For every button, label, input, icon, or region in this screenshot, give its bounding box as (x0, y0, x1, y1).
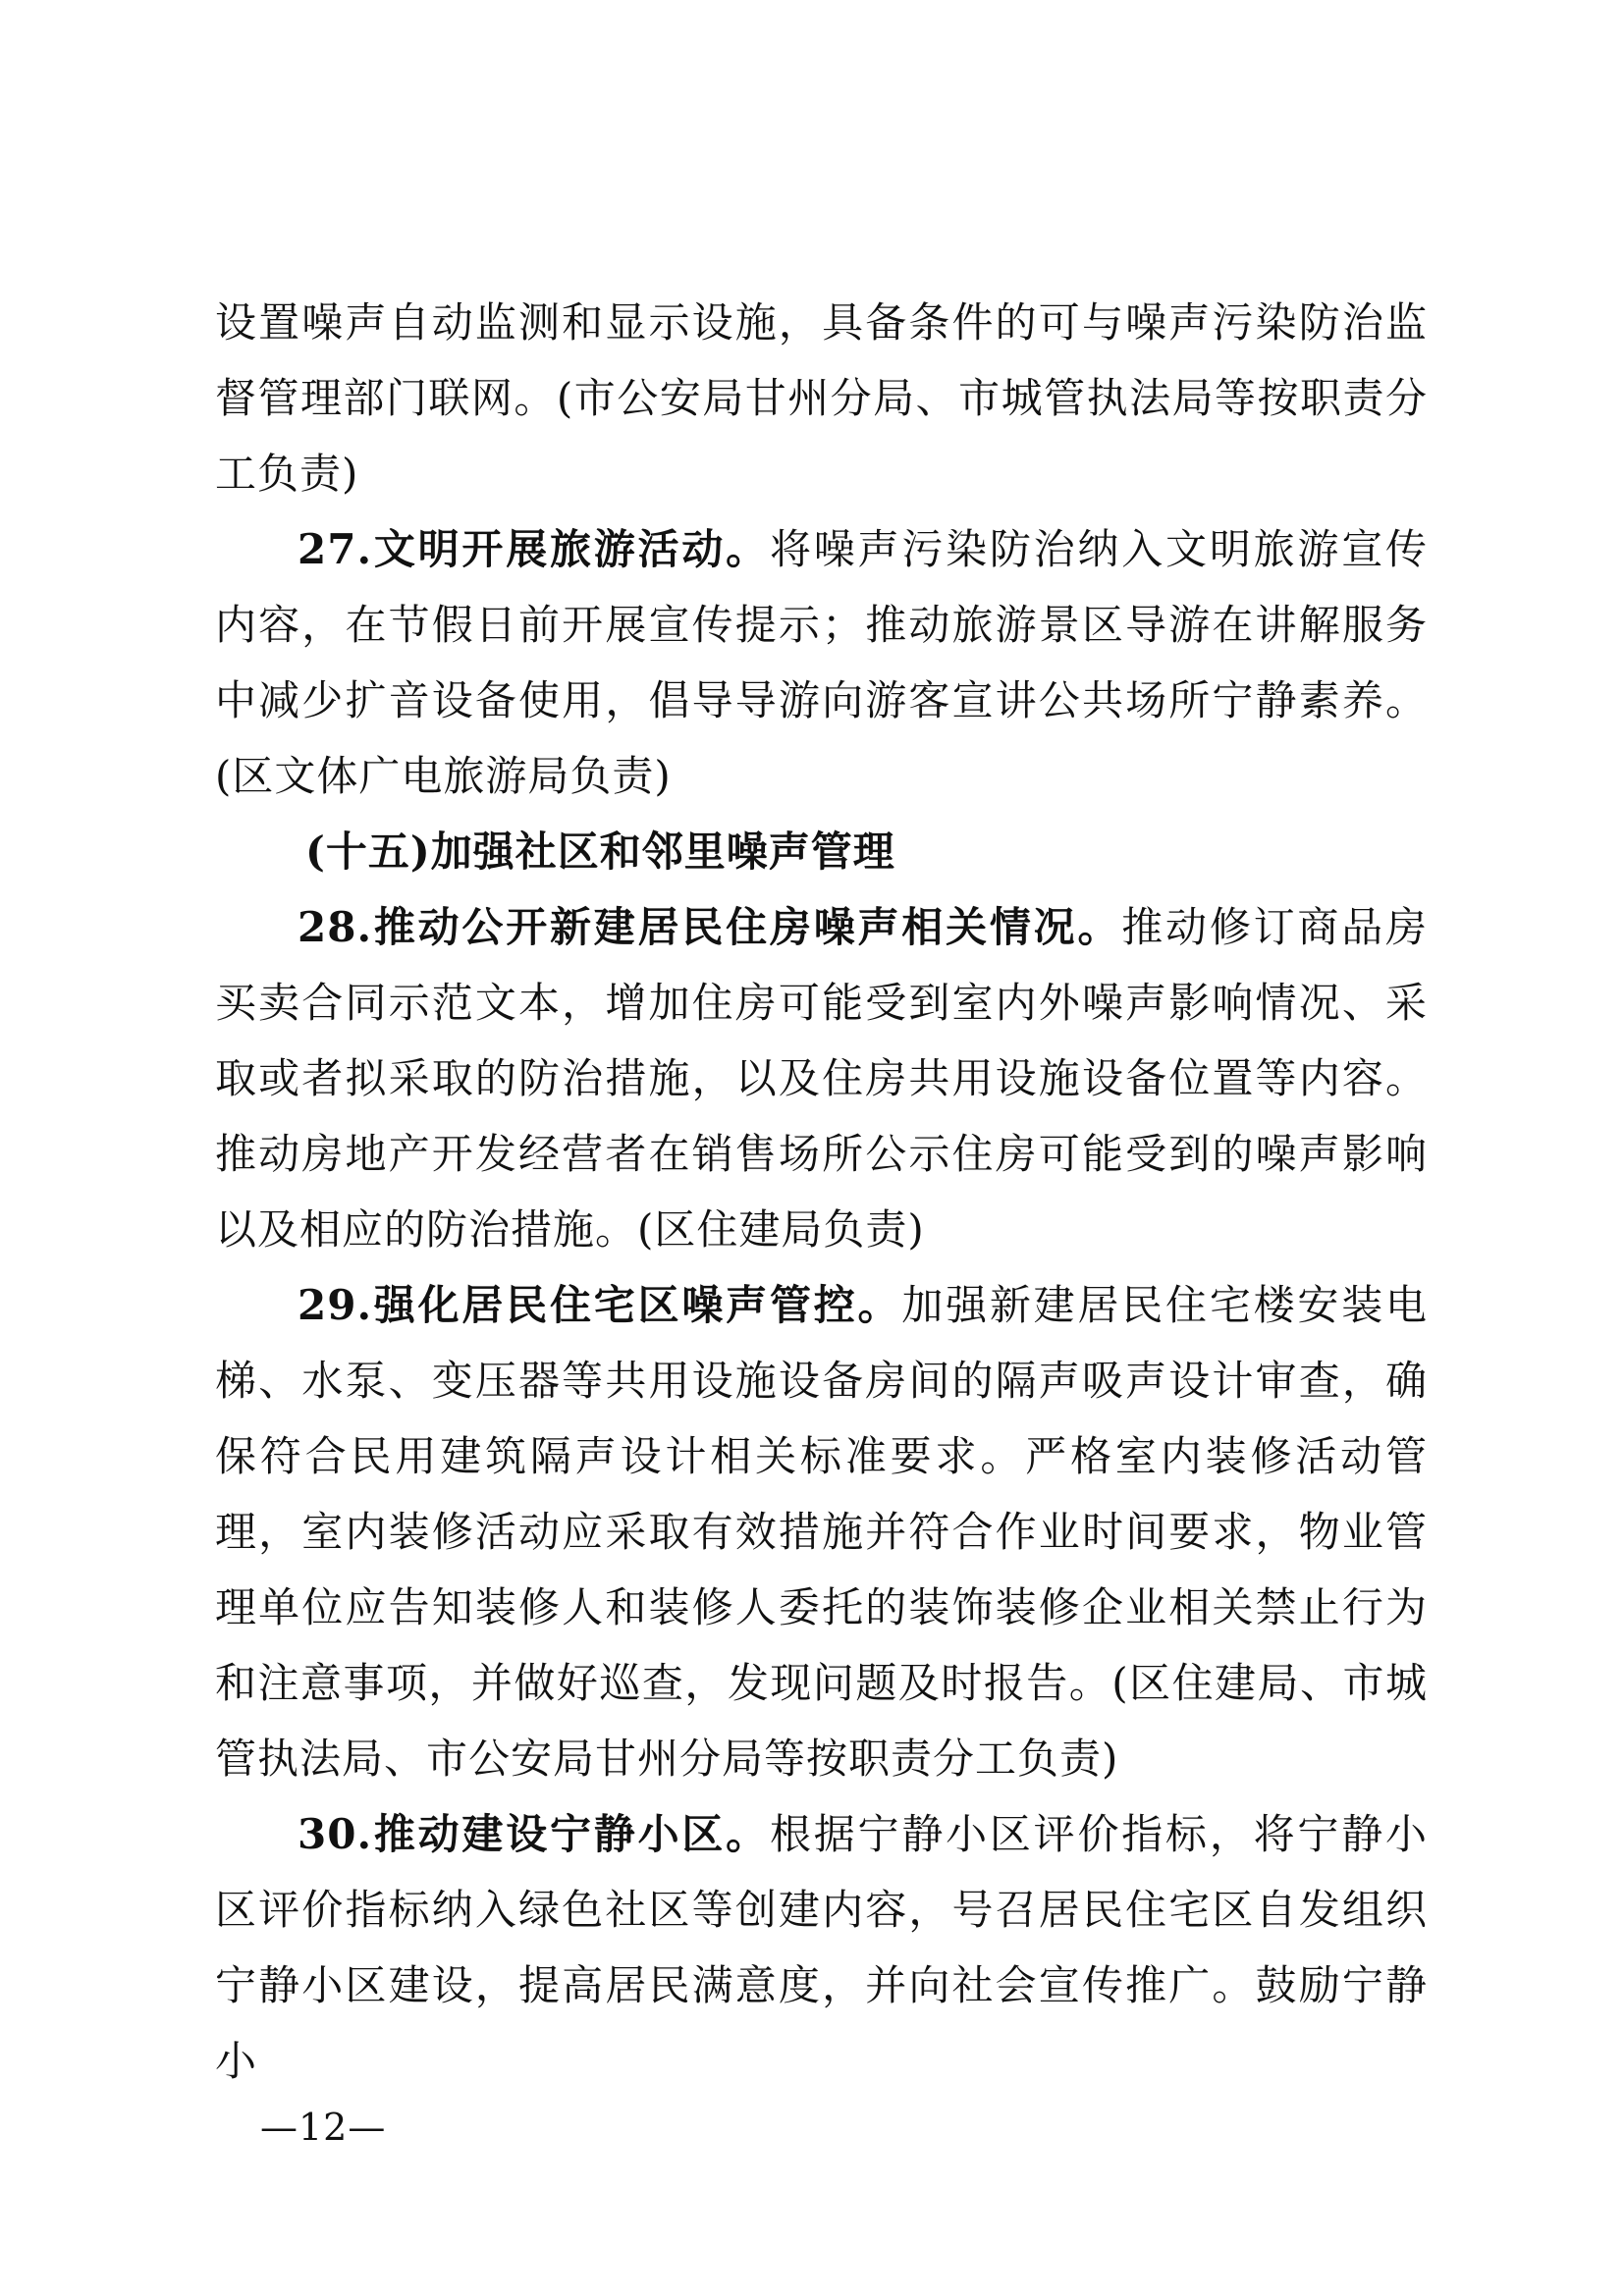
paragraph-item-28 (215, 889, 1428, 1267)
paragraph-continuation (215, 285, 1428, 511)
document-body (215, 285, 1428, 2099)
item-heading: 27.文明开展旅游活动。 (298, 525, 770, 573)
section-subheading: (十五)加强社区和邻里噪声管理 (305, 828, 895, 876)
item-heading: 30.推动建设宁静小区。 (298, 1810, 770, 1858)
paragraph-text: 将噪声污染防治纳入文明旅游宣传内容，在节假日前开展宣传提示；推动旅游景区导游在讲解服务中减少扩音设备使用，倡导导游向游客宣讲公共场所宁静素养。(区文体广电旅游局负责) (215, 525, 1428, 800)
item-heading: 28.推动公开新建居民住房噪声相关情况。 (298, 903, 1122, 951)
page-number: —12— (260, 2106, 387, 2149)
paragraph-item-27 (215, 511, 1428, 814)
paragraph-text: 根据宁静小区评价指标，将宁静小区评价指标纳入绿色社区等创建内容，号召居民住宅区自发组织宁静小区建设，提高居民满意度，并向社会宣传推广。鼓励宁静小 (215, 1810, 1428, 2085)
paragraph-text: 加强新建居民住宅楼安装电梯、水泵、变压器等共用设施设备房间的隔声吸声设计审查，确保符合民用建筑隔声设计相关标准要求。严格室内装修活动管理，室内装修活动应采取有效措施并符合作业时间要求，物业管理单位应告知装修人和装修人委托的装饰装修企业相关禁止行为和注意事项，并做好巡查，发现问题及时报告。(区住建局、市城管执法局、市公安局甘州分局等按职责分工负责) (215, 1281, 1428, 1783)
paragraph-item-30 (215, 1796, 1428, 2099)
paragraph-text: 推动修订商品房买卖合同示范文本，增加住房可能受到室内外噪声影响情况、采取或者拟采取的防治措施，以及住房共用设施设备位置等内容。推动房地产开发经营者在销售场所公示住房可能受到的噪声影响以及相应的防治措施。(区住建局负责) (215, 903, 1428, 1254)
item-heading: 29.强化居民住宅区噪声管控。 (298, 1281, 902, 1329)
paragraph-text: 设置噪声自动监测和显示设施，具备条件的可与噪声污染防治监督管理部门联网。(市公安局甘州分局、市城管执法局等按职责分工负责) (215, 298, 1428, 498)
paragraph-item-29 (215, 1267, 1428, 1796)
